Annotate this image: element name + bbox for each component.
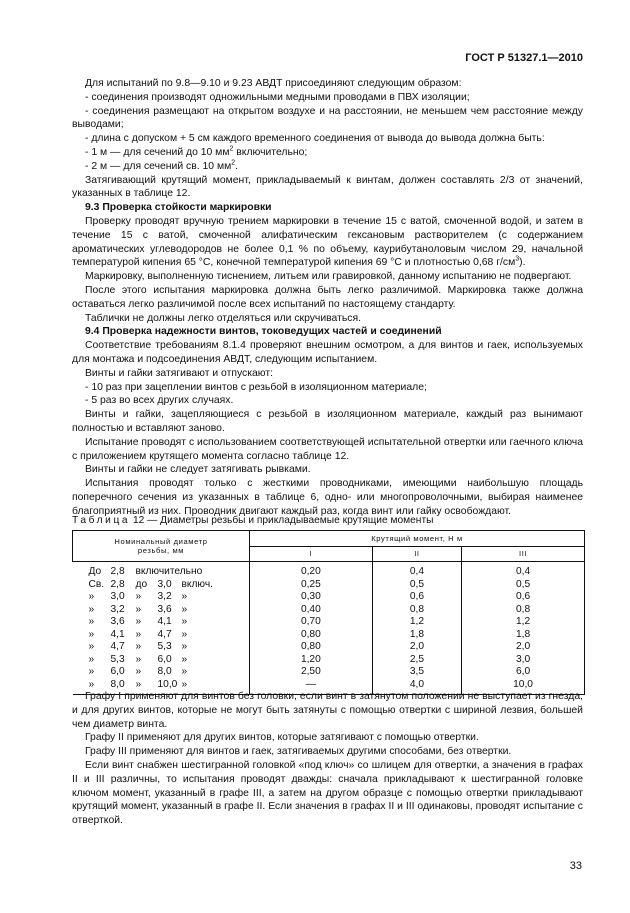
thread-size-range: » 3,2 » 3,6 » — [88, 603, 188, 615]
torque-value-col-3: 0,5 — [462, 579, 585, 592]
thread-size-range: » 6,0 » 8,0 » — [88, 666, 188, 677]
list-item: - 5 раз во всех других случаях. — [85, 395, 234, 407]
thread-size-range: Св. 2,8 до 3,0 включ. — [88, 578, 213, 590]
thread-size-range: » 8,0 » 10,0 » — [88, 678, 188, 690]
torque-value-col-2: 0,6 — [372, 591, 461, 604]
torque-value-col-2: 4,0 — [372, 679, 461, 695]
thread-size-range: » 5,3 » 6,0 » — [88, 653, 188, 665]
list-item: - 2 м — для сечений св. 10 $мм^2$. — [85, 159, 239, 172]
paragraph: Затягивающий крутящий момент, прикладываемый к винтам, должен составлять 2/3 от значений, указанных в таблице 12. — [72, 174, 583, 200]
paragraph: Соответствие требованиям 8.1.4 проверяют внешним осмотром, а для винтов и гаек, используемых для монтажа и подсоединения АВДТ, следующим испытанием. — [72, 340, 583, 365]
list-item: - соединения производят одножильными медными проводами в ПВХ изоляции; — [85, 91, 470, 103]
paragraph: Графу II применяют для других винтов, которые затягивают с помощью отвертки. — [85, 732, 479, 744]
header-col-ii: II — [372, 546, 461, 562]
torque-value-col-1: 0,70 — [250, 616, 373, 629]
table-row — [73, 616, 585, 629]
torque-value-col-2: 3,5 — [372, 666, 461, 679]
page-number: 33 — [569, 860, 582, 872]
thread-size-range: » 4,7 » 5,3 » — [88, 641, 188, 652]
torque-table — [72, 530, 585, 695]
torque-value-col-3: 10,0 — [462, 679, 585, 695]
intro-section — [72, 77, 583, 519]
torque-value-col-1: 0,25 — [250, 579, 373, 592]
torque-value-col-1: 1,20 — [250, 654, 373, 667]
paragraph: Графу III применяют для винтов и гаек, затягиваемых другими способами, без отвертки. — [85, 746, 512, 758]
table-row — [73, 604, 585, 617]
paragraph: Маркировку, выполненную тиснением, литьем или гравировкой, данному испытанию не подвергают. — [85, 271, 572, 283]
list-item: - соединения размещают на открытом воздухе и на расстоянии, не меньшем чем расстояние между выводами; — [72, 105, 583, 131]
torque-value-col-2: 0,4 — [372, 562, 461, 579]
table-row — [73, 641, 585, 654]
torque-value-col-3: 6,0 — [462, 666, 585, 679]
header-col-i: I — [250, 546, 373, 562]
paragraph: Графу I применяют для винтов без головки, если винт в затянутом положении не выступает из гнезда, и для других винтов, которые не могут быть затянуты с помощью отвертки с шириной лезвия, большей чем диаметр винта. — [72, 691, 583, 730]
thread-size-range: » 4,1 » 4,7 » — [88, 628, 188, 640]
intro-paragraph: Для испытаний по 9.8—9.10 и 9.23 АВДТ присоединяют следующим образом: — [85, 78, 462, 89]
thread-size-range: До 2,8 включительно — [88, 566, 203, 577]
torque-value-col-2: 0,8 — [372, 604, 461, 617]
paragraph: Проверку проводят вручную трением маркировки в течение 15 с ватой, смоченной водой, и затем в течение 15 с ватой, смоченной алифатическим гексановым растворителем (с содержанием ароматических углеводородов не более 0,1 % по объему, каурибутаноловым числом 29, начальной температурой кипения 65 °С, конечной температурой кипения 69 °С и плотностью 0,68 $г/см^3$). — [72, 215, 583, 269]
paragraph: Винты и гайки не следует затягивать рывками. — [85, 464, 311, 476]
torque-value-col-1: — — [250, 679, 373, 695]
torque-value-col-3: 0,6 — [462, 591, 585, 604]
table-row — [73, 562, 585, 579]
table-row — [73, 579, 585, 592]
torque-value-col-3: 3,0 — [462, 654, 585, 667]
paragraph: Винты и гайки затягивают и отпускают: — [85, 367, 274, 379]
paragraph: Если винт снабжен шестигранной головкой «под ключ» со шлицем для отвертки, а значения в графах II и III различны, то испытания проводят дважды: сначала прикладывают к шестигранной головке ключом момент, указанный в графе III, а затем на другом образце с помощью отвертки прикладывают крутящий момент, указанный в графе II. Если значения в графах II и III одинаковы, проводят испытание с отверткой. — [72, 759, 583, 827]
section-heading-9-3: 9.3 Проверка стойкости маркировки — [85, 202, 272, 214]
table-row — [73, 666, 585, 679]
document-header: ГОСТ Р 51327.1—2010 — [465, 52, 583, 64]
paragraph: Винты и гайки, зацепляющиеся с резьбой в изоляционном материале, каждый раз вынимают полностью и вставляют заново. — [72, 409, 583, 434]
torque-value-col-3: 1,2 — [462, 616, 585, 629]
torque-value-col-1: 2,50 — [250, 666, 373, 679]
table-row — [73, 654, 585, 667]
torque-value-col-1: 0,80 — [250, 641, 373, 654]
paragraph: Таблички не должны легко отделяться или скручиваться. — [85, 312, 361, 324]
torque-value-col-1: 0,40 — [250, 604, 373, 617]
thread-size-range: » 3,6 » 4,1 » — [88, 616, 188, 627]
torque-value-col-2: 1,2 — [372, 616, 461, 629]
torque-value-col-2: 0,5 — [372, 579, 461, 592]
table-body — [73, 562, 585, 695]
torque-value-col-2: 2,0 — [372, 641, 461, 654]
torque-value-col-3: 0,4 — [462, 562, 585, 579]
torque-value-col-3: 2,0 — [462, 641, 585, 654]
paragraph: Испытание проводят с использованием соответствующей испытательной отвертки или гаечного ключа с приложением крутящего момента согласно таблице 12. — [72, 436, 583, 462]
torque-value-col-2: 1,8 — [372, 629, 461, 642]
header-col-iii: III — [462, 546, 585, 562]
paragraph: Испытания проводят только с жесткими проводниками, имеющими наибольшую площадь поперечного сечения из указанных в таблице 6, одно- или многопроволочными, выбирая наименее благоприятный из них. Проводник двигают каждый раз, когда винт или гайку освобождают. — [72, 478, 583, 517]
torque-value-col-2: 2,5 — [372, 654, 461, 667]
paragraph: После этого испытания маркировка должна быть легко различимой. Маркировка также должна оставаться легко различимой после всех испытаний по настоящему стандарту. — [72, 284, 583, 310]
header-torque: Крутящий момент, Н м — [250, 531, 585, 547]
table-row — [73, 629, 585, 642]
torque-value-col-1: 0,20 — [250, 562, 373, 579]
list-item: - 1 м — для сечений до 10 $мм^2$ включительно; — [85, 145, 308, 158]
list-item: - длина с допуском + 5 см каждого временного соединения от вывода до вывода должна быть: — [85, 133, 545, 145]
torque-value-col-1: 0,80 — [250, 629, 373, 642]
table-caption: Таблица 12 — Диаметры резьбы и прикладываемые крутящие моменты — [72, 515, 434, 526]
thread-size-range: » 3,0 » 3,2 » — [88, 591, 188, 602]
torque-value-col-3: 0,8 — [462, 604, 585, 617]
after-table-section — [72, 690, 583, 828]
header-diameter: Номинальный диаметр резьбы, мм — [73, 531, 250, 562]
list-item: - 10 раз при зацеплении винтов с резьбой в изоляционном материале; — [85, 381, 427, 393]
section-heading-9-4: 9.4 Проверка надежности винтов, токоведущих частей и соединений — [85, 326, 442, 338]
torque-value-col-1: 0,30 — [250, 591, 373, 604]
table-row — [73, 591, 585, 604]
torque-value-col-3: 1,8 — [462, 629, 585, 642]
